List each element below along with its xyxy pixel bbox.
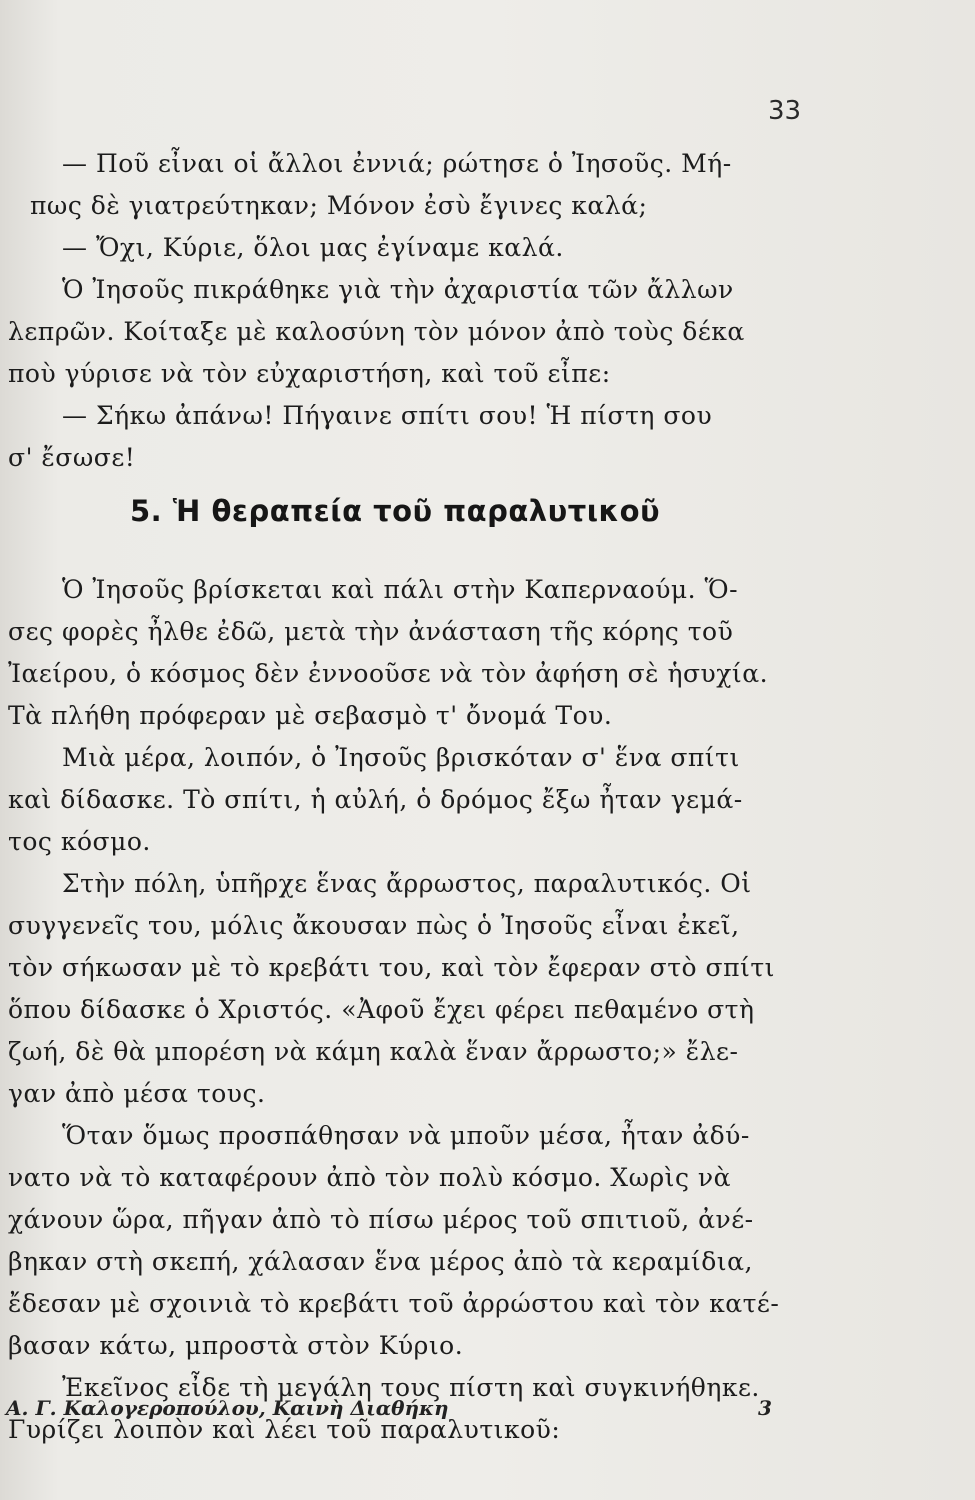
text-line: νατο νὰ τὸ καταφέρουν ἀπὸ τὸν πολὺ κόσμο. Χωρὶς νὰ [8,1163,731,1192]
text-line: λεπρῶν. Κοίταξε μὲ καλοσύνη τὸν μόνον ἀπὸ τοὺς δέκα [8,317,745,346]
text-line: Ὅταν ὅμως προσπάθησαν νὰ μποῦν μέσα, ἦταν ἀδύ- [62,1121,750,1150]
text-line: σες φορὲς ἦλθε ἐδῶ, μετὰ τὴν ἀνάσταση τῆς κόρης τοῦ [8,617,734,646]
text-line: ὅπου δίδασκε ὁ Χριστός. «Ἀφοῦ ἔχει φέρει πεθαμένο στὴ [8,995,755,1024]
text-line: Ἰαείρου, ὁ κόσμος δὲν ἐννοοῦσε νὰ τὸν ἀφήση σὲ ἡσυχία. [8,659,769,688]
text-line: — Σήκω ἀπάνω! Πήγαινε σπίτι σου! Ἡ πίστη σου [62,401,713,430]
text-line: ποὺ γύρισε νὰ τὸν εὐχαριστήση, καὶ τοῦ εἶπε: [8,359,611,388]
text-line: Ὁ Ἰησοῦς βρίσκεται καὶ πάλι στὴν Καπερναούμ. Ὅ- [62,575,739,604]
text-line: καὶ δίδασκε. Τὸ σπίτι, ἡ αὐλή, ὁ δρόμος ἔξω ἦταν γεμά- [8,785,743,814]
section-heading: 5. Ἡ θεραπεία τοῦ παραλυτικοῦ [130,494,661,528]
text-line: — Ὄχι, Κύριε, ὅλοι μας ἐγίναμε καλά. [62,233,564,262]
text-line: συγγενεῖς του, μόλις ἄκουσαν πὼς ὁ Ἰησοῦς εἶναι ἐκεῖ, [8,911,740,940]
text-line: ζωή, δὲ θὰ μπορέση νὰ κάμη καλὰ ἕναν ἄρρωστο;» ἔλε- [8,1037,739,1066]
text-line: σ' ἔσωσε! [8,443,136,472]
footer-credit: Α. Γ. Καλογεροπούλου, Καινὴ Διαθήκη [6,1396,449,1420]
page-footer [6,1396,966,1420]
text-line: χάνουν ὥρα, πῆγαν ἀπὸ τὸ πίσω μέρος τοῦ σπιτιοῦ, ἀνέ- [8,1205,754,1234]
text-line: ἔδεσαν μὲ σχοινιὰ τὸ κρεβάτι τοῦ ἀρρώστου καὶ τὸν κατέ- [8,1289,780,1318]
page-number: 33 [768,96,802,126]
text-line: Ὁ Ἰησοῦς πικράθηκε γιὰ τὴν ἀχαριστία τῶν ἄλλων [62,275,734,304]
text-line: Τὰ πλήθη πρόφεραν μὲ σεβασμὸ τ' ὄνομά Του. [8,701,613,730]
text-line: Ἐκεῖνος εἶδε τὴ μεγάλη τους πίστη καὶ συγκινήθηκε. [62,1373,760,1402]
text-line: πως δὲ γιατρεύτηκαν; Μόνον ἐσὺ ἔγινες καλά; [30,191,648,220]
text-line: βασαν κάτω, μπροστὰ στὸν Κύριο. [8,1331,464,1360]
text-line: βηκαν στὴ σκεπή, χάλασαν ἕνα μέρος ἀπὸ τὰ κεραμίδια, [8,1247,753,1276]
text-line: — Ποῦ εἶναι οἱ ἄλλοι ἐννιά; ρώτησε ὁ Ἰησοῦς. Μή- [62,149,732,178]
signature-mark: 3 [758,1396,772,1420]
text-line: τὸν σήκωσαν μὲ τὸ κρεβάτι του, καὶ τὸν ἔφεραν στὸ σπίτι [8,953,775,982]
text-line: γαν ἀπὸ μέσα τους. [8,1079,266,1108]
text-line: Μιὰ μέρα, λοιπόν, ὁ Ἰησοῦς βρισκόταν σ' ἕνα σπίτι [62,743,740,772]
text-line: Γυρίζει λοιπὸν καὶ λέει τοῦ παραλυτικοῦ: [8,1415,561,1444]
text-line: Στὴν πόλη, ὑπῆρχε ἕνας ἄρρωστος, παραλυτικός. Οἱ [62,869,752,898]
text-line: τος κόσμο. [8,827,151,856]
